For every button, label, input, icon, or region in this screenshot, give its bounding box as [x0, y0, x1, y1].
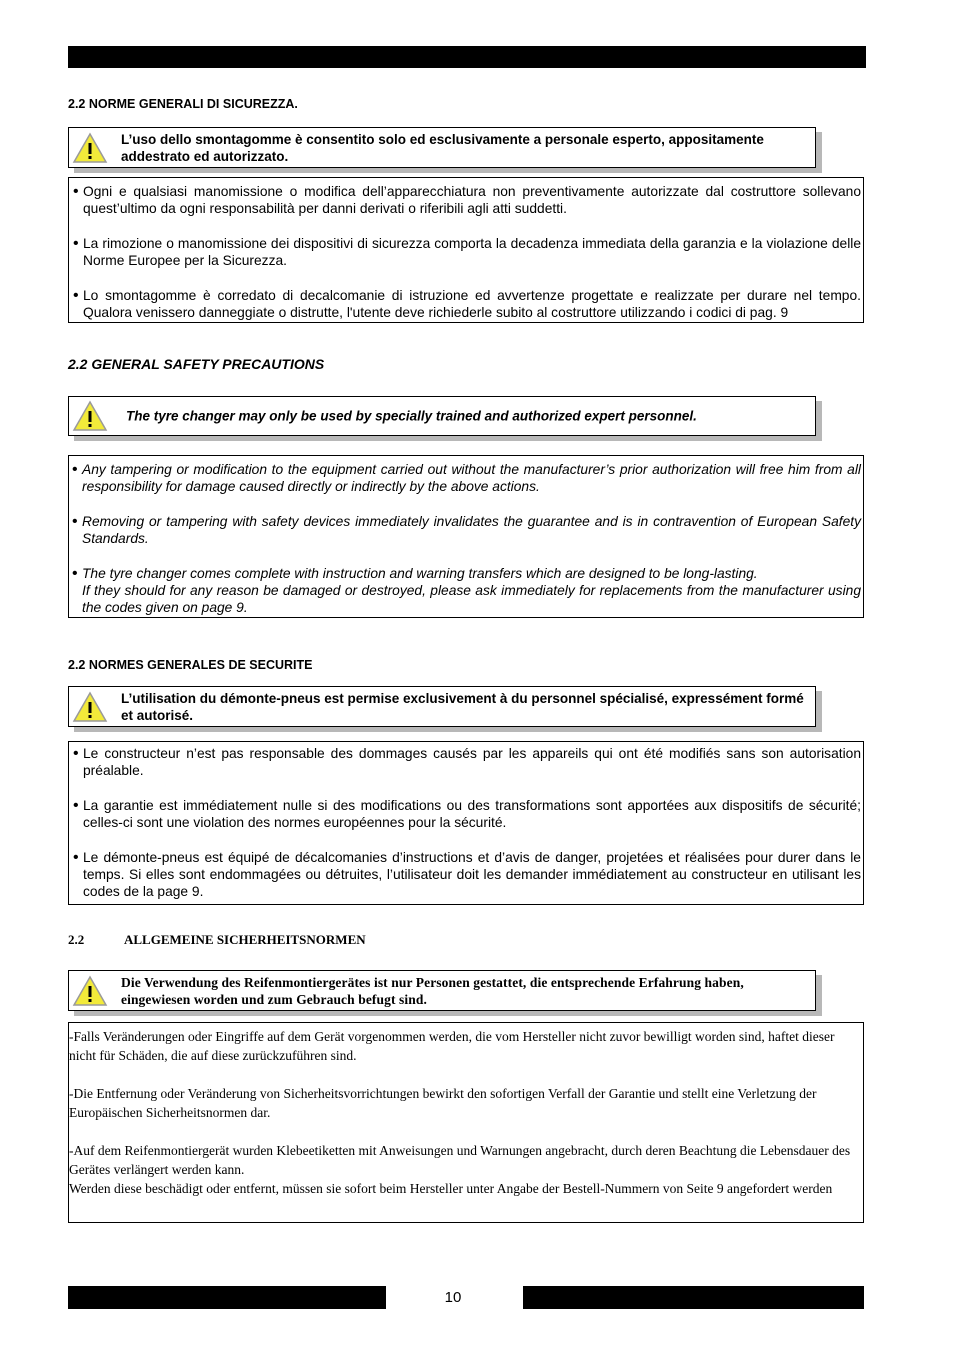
list-item: Le constructeur n’est pas responsable des dommages causés par les appareils qui ont été modifiés sans son autorisation préalable.: [83, 746, 861, 779]
content-box-en: [68, 455, 864, 618]
warning-triangle-icon: [72, 132, 108, 164]
bullet-icon: •: [73, 286, 79, 304]
footer-bar-right: [523, 1286, 864, 1309]
list-item: The tyre changer comes complete with instruction and warning transfers which are designed to be long-lasting.: [82, 565, 758, 581]
list-item: Lo smontagomme è corredato di decalcomanie di istruzione ed avvertenze progettate e realizzate per durare nel tempo. Qualora venissero danneggiate o distrutte, l'utente deve richiederle subito al costruttore utilizzando i codici di pag. 9: [83, 287, 861, 321]
bullet-icon: •: [72, 512, 78, 530]
warning-triangle-icon: [72, 691, 108, 723]
section-heading-it: 2.2 NORME GENERALI DI SICUREZZA.: [68, 97, 298, 111]
list-item: -Auf dem Reifenmontiergerät wurden Klebeetiketten mit Anweisungen und Warnungen angebracht, durch deren Beachtung die Lebensdauer des Gerätes verlängert werden kann.: [69, 1143, 851, 1177]
bullet-icon: •: [72, 461, 78, 478]
list-item: -Die Entfernung oder Veränderung von Sicherheitsvorrichtungen bewirkt den sofortigen Verfall der Garantie und stellt eine Verletzung der Europäischen Sicherheitsnormen dar.: [69, 1086, 817, 1120]
warning-box-de: [68, 970, 816, 1011]
content-box-fr: [68, 741, 864, 905]
list-item: La rimozione o manomissione dei dispositivi di sicurezza comporta la decadenza immediata della garanzia e la violazione delle Norme Europee per la Sicurezza.: [83, 235, 861, 269]
warning-text-de: Die Verwendung des Reifenmontiergerätes ist nur Personen gestattet, die entsprechende Erfahrung haben, eingewiesen worden und zum Gebrauch befugt sind.: [121, 974, 744, 1007]
warning-triangle-icon: [72, 400, 108, 432]
warning-box-en: [68, 396, 816, 436]
section-heading-en: 2.2 GENERAL SAFETY PRECAUTIONS: [68, 356, 325, 372]
footer-bar-left: [68, 1286, 386, 1309]
list-item: Any tampering or modification to the equipment carried out without the manufacturer’s prior authorization will free him from all responsibility for damage caused directly or indirectly by the above actions.: [82, 462, 861, 495]
section-number-de: 2.2: [68, 932, 85, 947]
content-box-it: [68, 177, 864, 323]
warning-box-fr: [68, 686, 816, 727]
warning-text-fr: L’utilisation du démonte-pneus est permise exclusivement à du personnel spécialisé, expressément formé et autorisé.: [121, 690, 804, 723]
bullet-icon: •: [73, 796, 79, 814]
bullet-icon: •: [73, 234, 79, 252]
warning-triangle-icon: [72, 975, 108, 1007]
list-item: Ogni e qualsiasi manomissione o modifica dell’apparecchiatura non preventivamente autorizzate dal costruttore sollevano quest’ultimo da ogni responsabilità per danni derivati o riferibili agli atti suddetti.: [83, 184, 861, 217]
bullet-icon: •: [73, 183, 79, 200]
list-item: Werden diese beschädigt oder entfernt, müssen sie sofort beim Hersteller unter Angabe der Bestell-Nummern von Seite 9 angefordert werden: [69, 1181, 833, 1196]
bullet-icon: •: [73, 745, 79, 762]
list-item: If they should for any reason be damaged or destroyed, please ask immediately for replacements from the manufacturer using the codes given on page 9.: [82, 583, 861, 616]
list-item: -Falls Veränderungen oder Eingriffe auf dem Gerät vorgenommen werden, die vom Hersteller nicht zuvor bewilligt worden sind, haftet dieser nicht für Schäden, die auf diese zurückzuführen sind.: [69, 1029, 835, 1063]
content-box-de: [68, 1022, 864, 1223]
bullet-icon: •: [73, 848, 79, 866]
page-number: 10: [444, 1289, 462, 1306]
list-item: Removing or tampering with safety devices immediately invalidates the guarantee and is in contravention of European Safety Standards.: [82, 513, 861, 547]
section-heading-fr: 2.2 NORMES GENERALES DE SECURITE: [68, 658, 313, 672]
bullet-icon: •: [72, 564, 78, 582]
section-title-de: ALLGEMEINE SICHERHEITSNORMEN: [124, 932, 366, 947]
top-header-bar: [68, 46, 866, 68]
warning-text-it: L’uso dello smontagomme è consentito solo ed esclusivamente a personale esperto, appositamente addestrato ed autorizzato.: [121, 131, 764, 164]
list-item: La garantie est immédiatement nulle si des modifications ou des transformations sont apportées aux dispositifs de sécurité; celles-ci sont une violation des normes européennes pour la sécurité.: [83, 797, 861, 831]
warning-box-it: [68, 127, 816, 168]
list-item: Le démonte-pneus est équipé de décalcomanies d’instructions et d’avis de danger, projetées et réalisées pour durer dans le temps. Si elles sont endommagées ou détruites, l’utilisateur doit les demander immédiatement au constructeur en utilisant les codes de la page 9.: [83, 849, 861, 900]
section-heading-de: [68, 932, 366, 948]
warning-text-en: The tyre changer may only be used by specially trained and authorized expert personnel.: [126, 408, 697, 424]
